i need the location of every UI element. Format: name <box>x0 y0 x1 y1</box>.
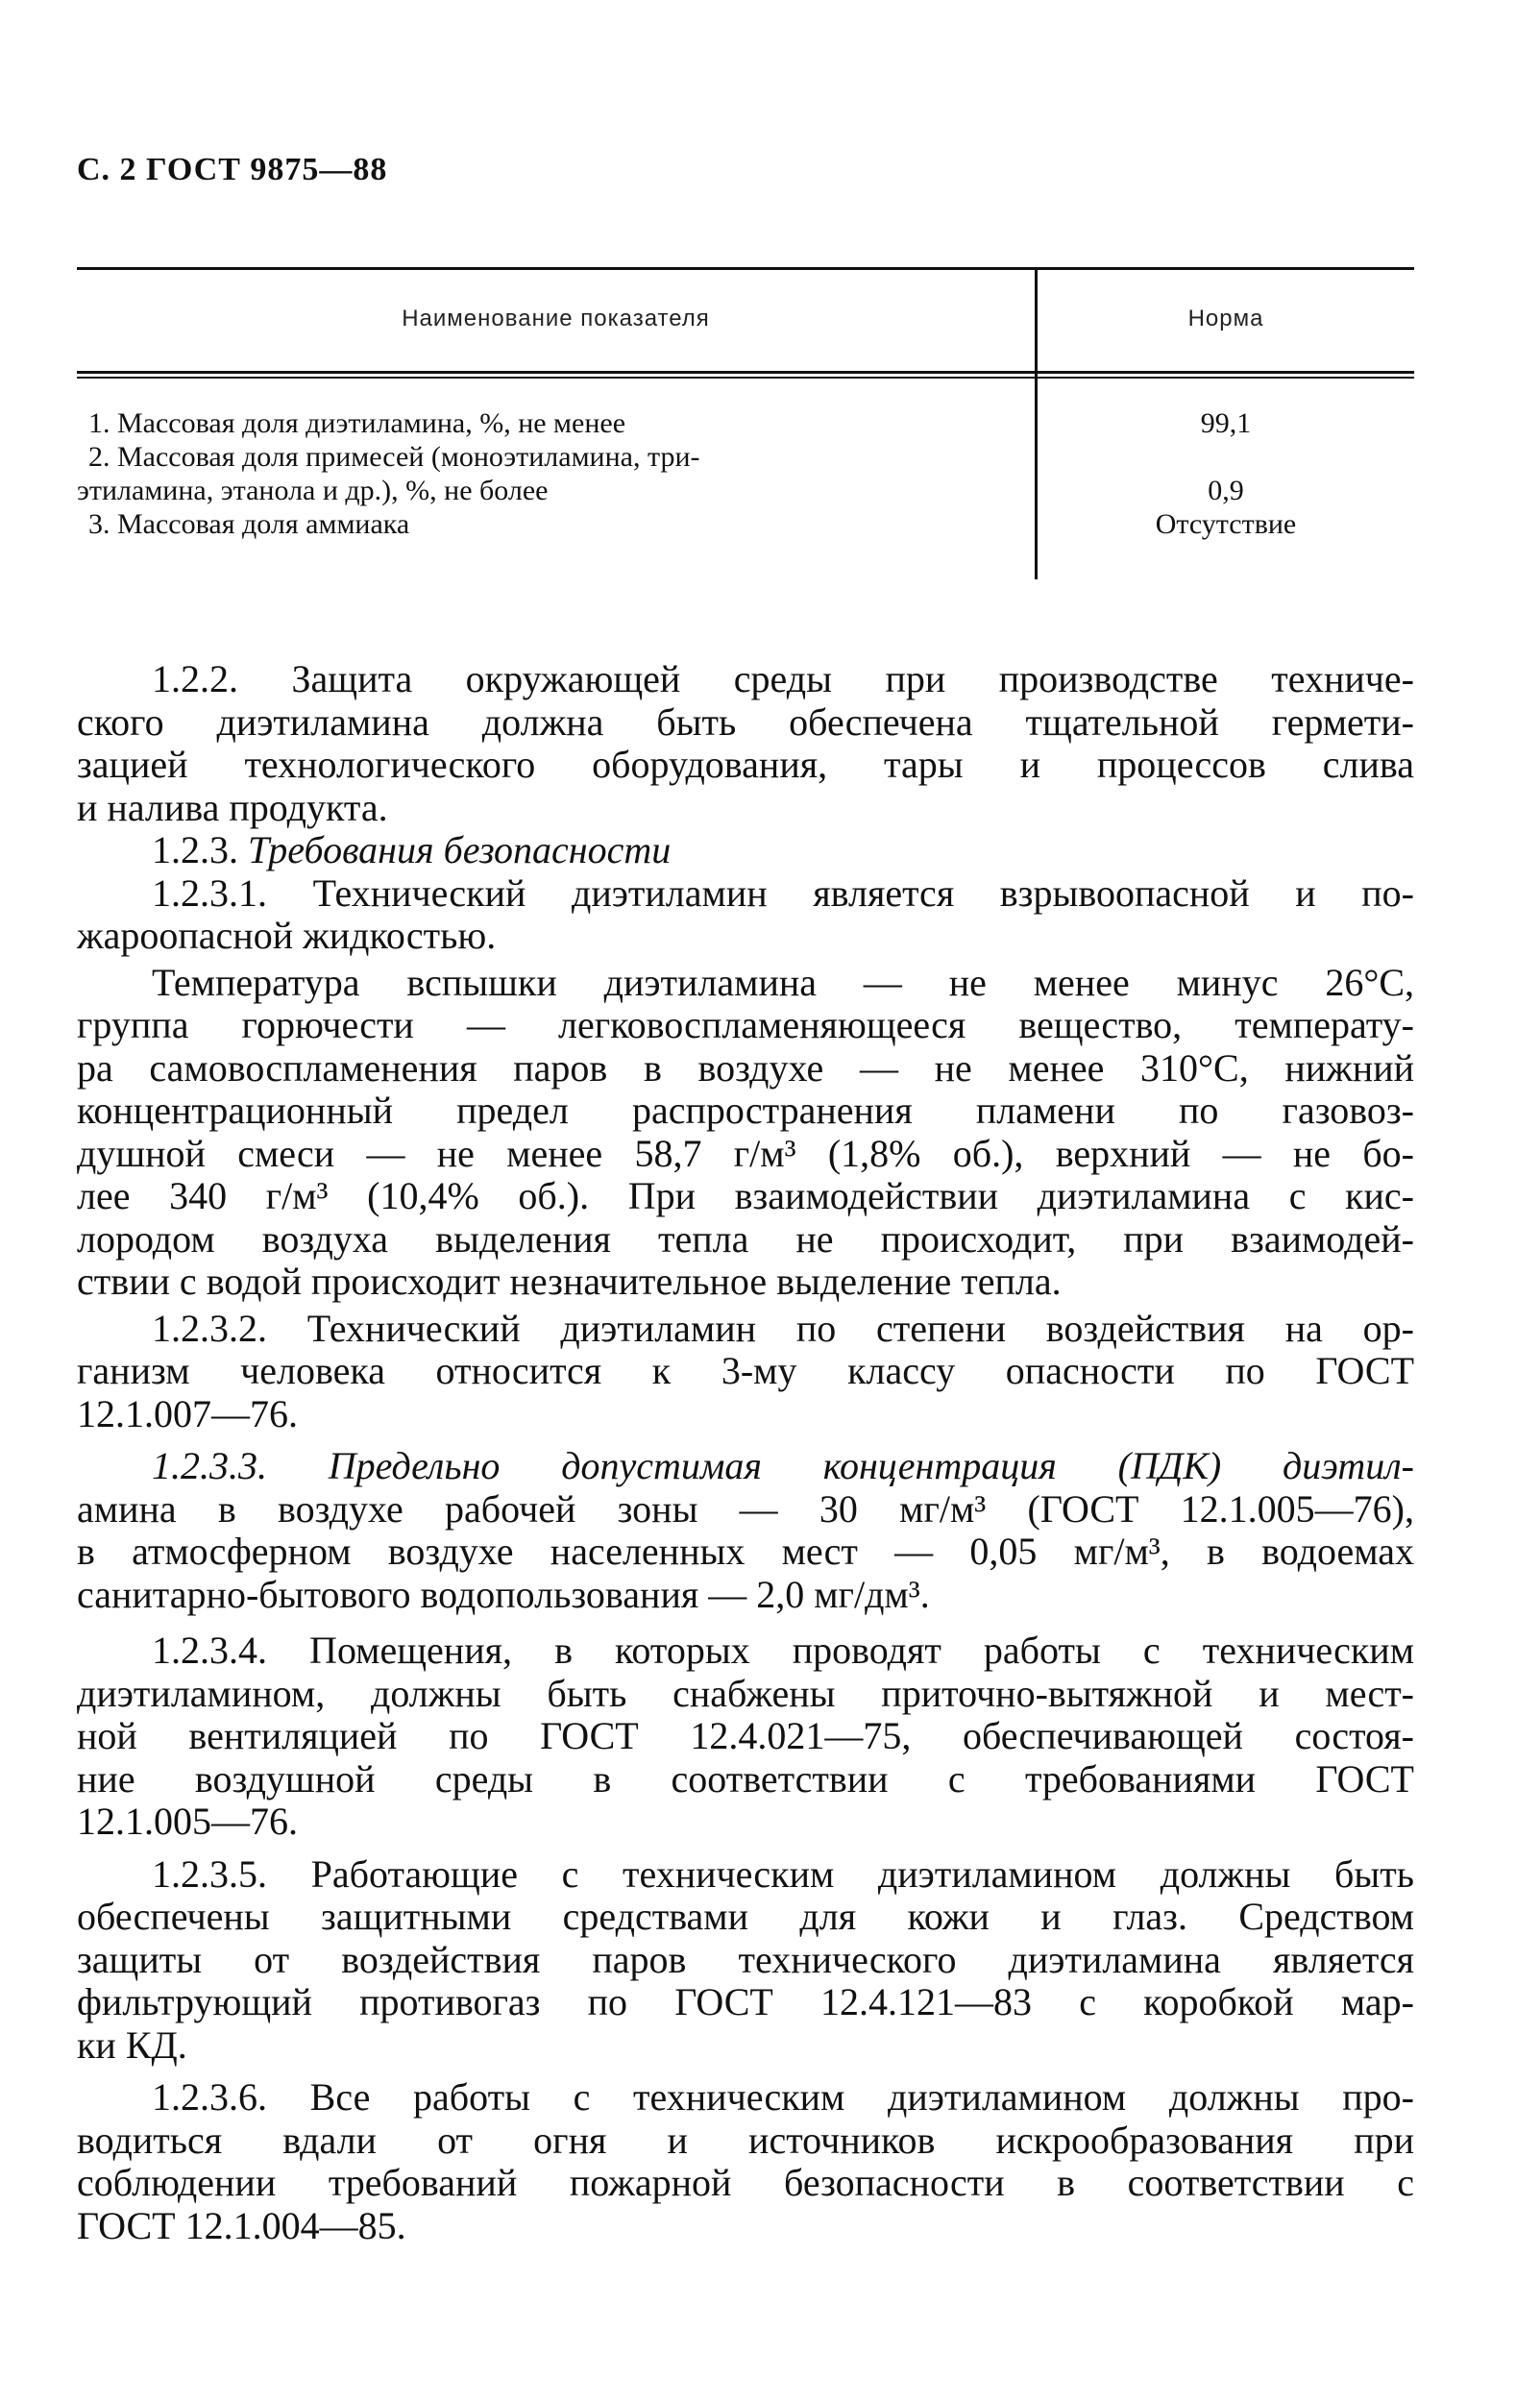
table-row-3-text: 3. Массовая доля аммиака <box>88 508 410 540</box>
paragraph-p4-line: лее 340 г/м³ (10,4% об.). При взаимодействии диэтиламина с кис- <box>77 1174 1414 1217</box>
paragraph-p4 <box>77 962 1414 1304</box>
table-rows <box>77 406 1015 541</box>
paragraph-p4-line: группа горючести — легковоспламеняющееся вещество, температу- <box>77 1003 1414 1046</box>
paragraph-p4-line: Температура вспышки диэтиламина — не менее минус 26°С, <box>152 960 1414 1004</box>
paragraph-p5-line: 12.1.007—76. <box>77 1391 298 1435</box>
paragraph-p8-line: ки КД. <box>77 2022 187 2067</box>
paragraph-p1 <box>77 658 1414 829</box>
paragraph-p9-line: ГОСТ 12.1.004—85. <box>77 2203 406 2247</box>
paragraph-p2 <box>77 829 1414 872</box>
paragraph-p1-line: и налива продукта. <box>77 785 388 829</box>
column-header-name: Наименование показателя <box>402 306 710 331</box>
paragraph-p6-line: 1.2.3.3. Предельно допустимая концентрация (ПДК) диэтил- <box>152 1444 1414 1487</box>
paragraph-p4-line: концентрационный предел распространения пламени по газовоз- <box>77 1089 1414 1132</box>
paragraph-p7 <box>77 1630 1414 1844</box>
paragraph-p8-line: обеспечены защитными средствами для кожи и глаз. Средством <box>77 1895 1414 1938</box>
paragraph-p5-line: 1.2.3.2. Технический диэтиламин по степени воздействия на ор- <box>152 1306 1414 1350</box>
table-row-2-norm: 0,9 <box>1208 475 1244 506</box>
paragraph-p4-line: ра самовоспламенения паров в воздухе — не менее 310°С, нижний <box>77 1045 1414 1090</box>
paragraph-p5 <box>77 1308 1414 1436</box>
paragraph-p6 <box>77 1445 1414 1616</box>
table-row-2-text-line-1: 2. Массовая доля примесей (моноэтиламина, три- <box>88 441 700 473</box>
column-header-norm: Норма <box>1187 306 1264 331</box>
paragraph-p4-line: ствии с водой происходит незначительное выделение тепла. <box>77 1260 1062 1303</box>
paragraph-p6-line: амина в воздухе рабочей зоны — 30 мг/м³ (ГОСТ 12.1.005—76), <box>77 1486 1414 1531</box>
paragraph-p6-line: в атмосферном воздухе населенных мест — 0,05 мг/м³, в водоемах <box>77 1530 1414 1573</box>
table-row-2-text-line-2: этиламина, этанола и др.), %, не более <box>77 475 549 506</box>
paragraph-p9-line: соблюдении требований пожарной безопасности в соответствии с <box>77 2161 1414 2204</box>
indicator-table <box>77 267 1414 579</box>
paragraph-p9-line: водиться вдали от огня и источников искрообразования при <box>77 2118 1414 2162</box>
paragraph-p3-line: жароопасной жидкостью. <box>77 914 497 957</box>
table-values <box>1038 406 1414 541</box>
paragraph-p1-line: 1.2.2. Защита окружающей среды при производстве техниче- <box>152 657 1414 700</box>
paragraph-p9-line: 1.2.3.6. Все работы с техническим диэтиламином должны про- <box>152 2075 1414 2119</box>
paragraph-p1-line: зацией технологического оборудования, тары и процессов слива <box>77 743 1414 786</box>
paragraph-p3 <box>77 872 1414 958</box>
table-row-1-norm: 99,1 <box>1200 407 1252 439</box>
paragraph-p8-line: фильтрующий противогаз по ГОСТ 12.4.121—83 с коробкой мар- <box>77 1980 1414 2023</box>
paragraph-p8 <box>77 1853 1414 2068</box>
paragraph-p2-line: 1.2.3. Требования безопасности <box>152 828 672 871</box>
table-header-rule-2 <box>77 377 1414 379</box>
paragraph-p6-line: санитарно-бытового водопользования — 2,0 мг/дм³. <box>77 1572 930 1616</box>
paragraph-p4-line: душной смеси — не менее 58,7 г/м³ (1,8% об.), верхний — не бо- <box>77 1131 1414 1175</box>
table-row-3-norm: Отсутствие <box>1155 508 1297 540</box>
table-row-1-text: 1. Массовая доля диэтиламина, %, не менее <box>88 407 626 439</box>
paragraph-p7-line: ной вентиляцией по ГОСТ 12.4.021—75, обеспечивающей состоя- <box>77 1714 1414 1757</box>
paragraph-p3-line: 1.2.3.1. Технический диэтиламин является взрывоопасной и по- <box>152 870 1414 915</box>
paragraph-p8-line: защиты от воздействия паров технического диэтиламина является <box>77 1937 1414 1981</box>
table-header-rule <box>77 371 1414 374</box>
paragraph-p7-line: ние воздушной среды в соответствии с требованиями ГОСТ <box>77 1756 1414 1801</box>
paragraph-p7-line: 12.1.005—76. <box>77 1800 298 1843</box>
paragraph-p9 <box>77 2076 1414 2247</box>
paragraph-p1-line: ского диэтиламина должна быть обеспечена тщательной гермети- <box>77 699 1414 744</box>
table-top-rule <box>77 267 1414 270</box>
paragraph-p8-line: 1.2.3.5. Работающие с техническим диэтиламином должны быть <box>152 1851 1414 1896</box>
paragraph-p7-line: 1.2.3.4. Помещения, в которых проводят работы с техническим <box>152 1629 1414 1672</box>
paragraph-p4-line: лородом воздуха выделения тепла не происходит, при взаимодей- <box>77 1216 1414 1261</box>
paragraph-p5-line: ганизм человека относится к 3-му классу опасности по ГОСТ <box>77 1349 1414 1392</box>
paragraph-p7-line: диэтиламином, должны быть снабжены приточно-вытяжной и мест- <box>77 1671 1414 1715</box>
body-text <box>77 658 1414 2247</box>
page-header: С. 2 ГОСТ 9875—88 <box>77 152 388 187</box>
